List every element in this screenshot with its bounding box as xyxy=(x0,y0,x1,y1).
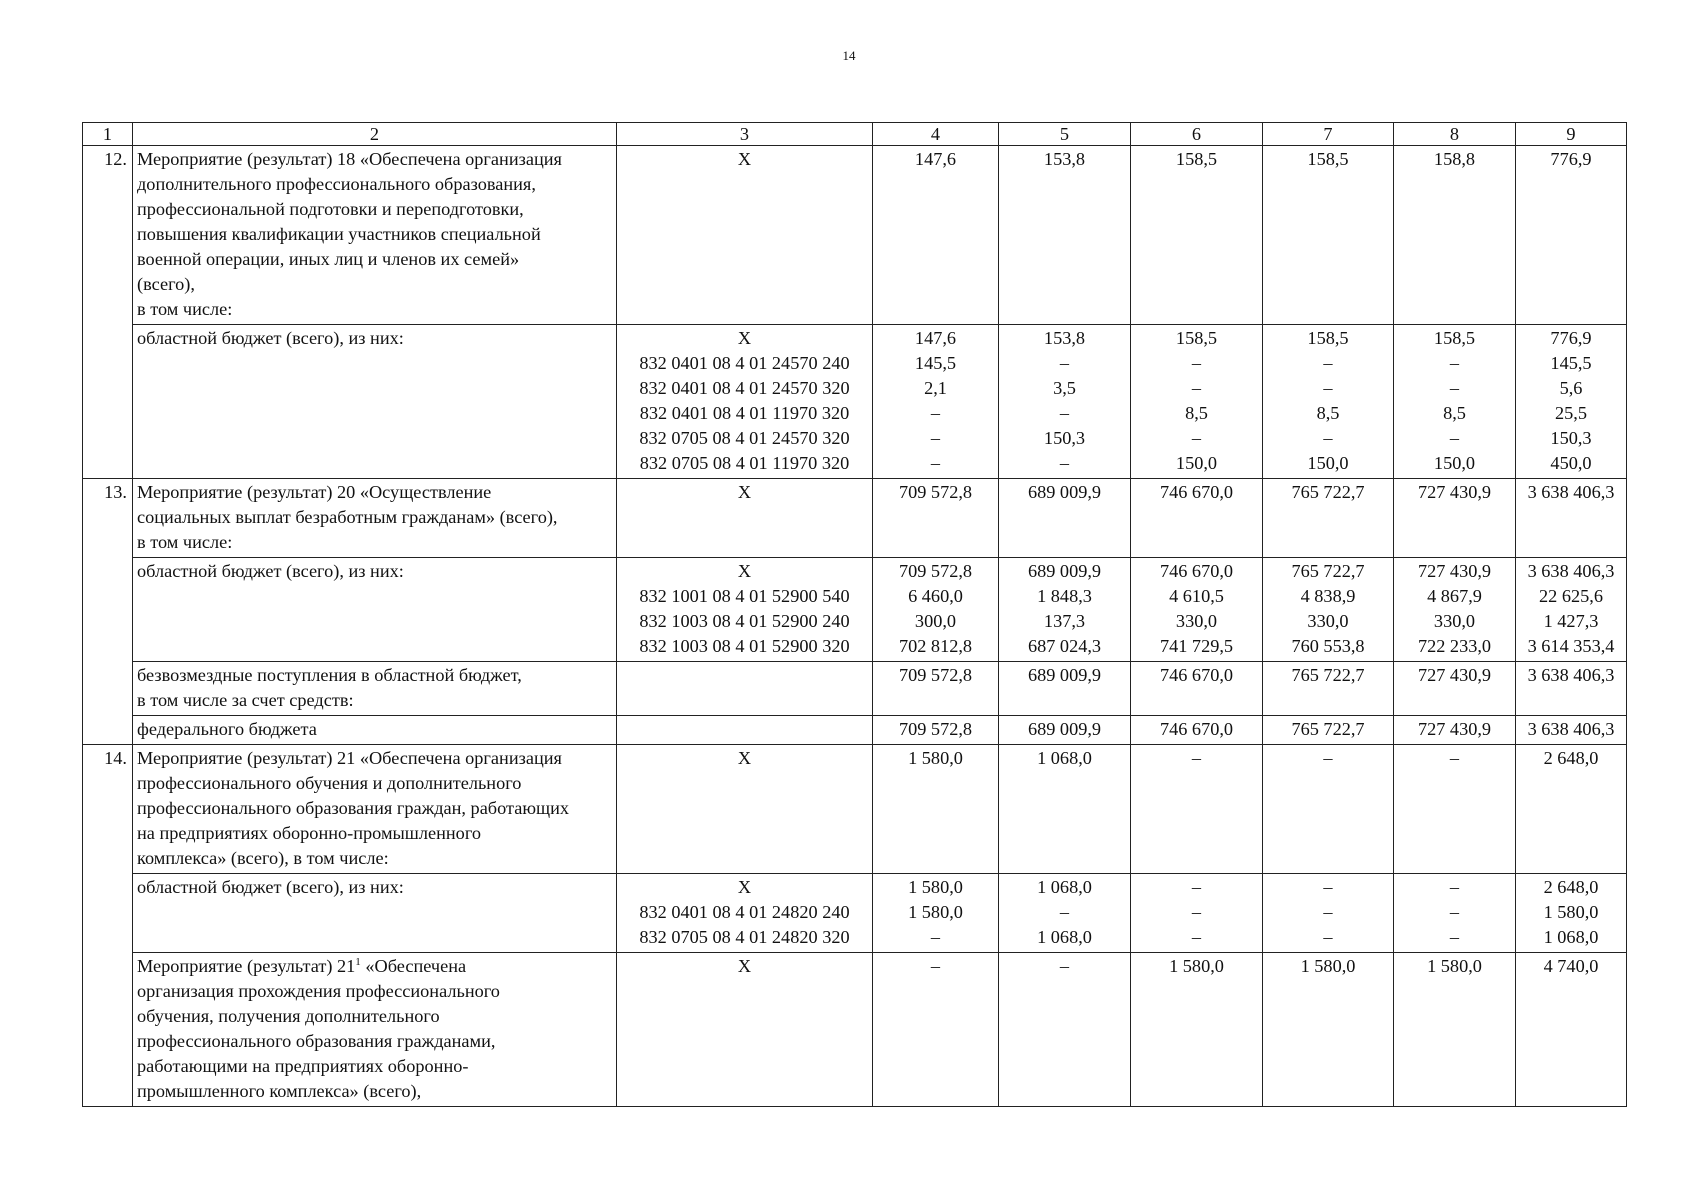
value: – xyxy=(1323,428,1333,448)
value-cell xyxy=(1394,745,1516,874)
value: 4 740,0 xyxy=(1543,956,1599,976)
value-cell xyxy=(1516,662,1627,716)
value: 776,9 xyxy=(1550,149,1592,169)
value: 1 848,3 xyxy=(1037,586,1092,606)
description-line: профессионального образования гражданами, xyxy=(137,1031,496,1051)
description-line: Мероприятие (результат) 18 «Обеспечена организация xyxy=(137,149,562,169)
value: 3 614 353,4 xyxy=(1527,636,1615,656)
table-row xyxy=(83,558,1627,662)
value: 765 722,7 xyxy=(1291,561,1365,581)
row-description xyxy=(133,325,617,479)
value: – xyxy=(1191,748,1202,768)
value: 8,5 xyxy=(1185,403,1208,423)
value: 6 460,0 xyxy=(908,586,963,606)
value: – xyxy=(930,403,941,423)
value: 1 068,0 xyxy=(1543,927,1599,947)
row-description xyxy=(133,874,617,953)
value-cell xyxy=(1263,558,1394,662)
value: 2 648,0 xyxy=(1543,877,1599,897)
value-cell xyxy=(1131,479,1263,558)
value: 1 427,3 xyxy=(1543,611,1599,631)
value: – xyxy=(930,956,941,976)
value: 709 572,8 xyxy=(898,482,973,502)
value: 746 670,0 xyxy=(1159,561,1234,581)
value: 158,5 xyxy=(1307,149,1349,169)
value: 4 838,9 xyxy=(1300,586,1356,606)
description-line: областной бюджет (всего), из них: xyxy=(137,561,404,581)
description-line: федерального бюджета xyxy=(137,719,317,739)
description-line: дополнительного профессионального образования, xyxy=(137,174,536,194)
value: 727 430,9 xyxy=(1417,665,1492,685)
value-cell xyxy=(1394,662,1516,716)
value: 1 068,0 xyxy=(1037,748,1092,768)
value: 150,3 xyxy=(1043,428,1086,448)
value: – xyxy=(1191,378,1202,398)
value: 765 722,7 xyxy=(1291,719,1365,739)
row-description xyxy=(133,146,617,325)
value: 330,0 xyxy=(1433,611,1476,631)
value: 746 670,0 xyxy=(1159,665,1234,685)
value: – xyxy=(1059,403,1070,423)
value: – xyxy=(1449,353,1460,373)
value: 145,5 xyxy=(914,353,957,373)
value-cell xyxy=(999,716,1131,745)
row-number: 14. xyxy=(83,745,133,1107)
value: 8,5 xyxy=(1443,403,1466,423)
value-cell xyxy=(1263,874,1394,953)
page-number: 14 xyxy=(842,48,856,63)
value: 3 638 406,3 xyxy=(1527,561,1615,581)
value-cell xyxy=(1394,716,1516,745)
description-line: повышения квалификации участников специальной xyxy=(137,224,541,244)
header-cell: 7 xyxy=(1263,123,1394,146)
value-cell xyxy=(1516,479,1627,558)
header-cell: 5 xyxy=(999,123,1131,146)
table-row xyxy=(83,745,1627,874)
value: – xyxy=(1449,428,1460,448)
row-number: 13. xyxy=(83,479,133,745)
value: – xyxy=(930,428,941,448)
value: 2 648,0 xyxy=(1543,748,1599,768)
table-body xyxy=(83,123,1627,1107)
value: 3 638 406,3 xyxy=(1527,482,1615,502)
row-number: 12. xyxy=(83,146,133,479)
value: 150,3 xyxy=(1550,428,1592,448)
value-cell xyxy=(999,953,1131,1107)
value: 1 580,0 xyxy=(908,902,963,922)
value: 722 233,0 xyxy=(1417,636,1492,656)
budget-code: 832 0401 08 4 01 24820 240 xyxy=(639,902,850,922)
budget-code: 832 0401 08 4 01 24570 320 xyxy=(639,378,850,398)
value-cell xyxy=(1516,558,1627,662)
description-line: организация прохождения профессионального xyxy=(137,981,500,1001)
description-fragment: Мероприятие (результат) 21 xyxy=(137,956,356,976)
description-line: в том числе: xyxy=(137,299,233,319)
value-cell xyxy=(999,558,1131,662)
value-cell xyxy=(873,874,999,953)
value-cell xyxy=(1263,479,1394,558)
description-line: работающими на предприятиях оборонно- xyxy=(137,1056,469,1076)
value: 1 580,0 xyxy=(1300,956,1356,976)
value-cell xyxy=(1516,146,1627,325)
value: 4 610,5 xyxy=(1169,586,1224,606)
value: 1 580,0 xyxy=(908,877,963,897)
budget-code: 832 0401 08 4 01 11970 320 xyxy=(639,403,850,423)
value: 330,0 xyxy=(1307,611,1349,631)
value: 3 638 406,3 xyxy=(1527,719,1615,739)
description-line: в том числе: xyxy=(137,532,233,552)
value: 727 430,9 xyxy=(1417,719,1492,739)
value-cell xyxy=(1131,953,1263,1107)
value: 1 580,0 xyxy=(1543,902,1599,922)
value: 450,0 xyxy=(1550,453,1592,473)
value: 22 625,6 xyxy=(1539,586,1603,606)
row-description xyxy=(133,716,617,745)
value-cell xyxy=(1131,325,1263,479)
table-row xyxy=(83,662,1627,716)
table-row xyxy=(83,953,1627,1107)
value: – xyxy=(1449,877,1460,897)
value-cell xyxy=(1131,662,1263,716)
value: – xyxy=(1323,748,1333,768)
description-line: профессионального обучения и дополнительного xyxy=(137,773,522,793)
value: 158,5 xyxy=(1307,328,1349,348)
budget-code: 832 0705 08 4 01 24820 320 xyxy=(639,927,850,947)
value: – xyxy=(1323,902,1333,922)
value: – xyxy=(1059,453,1070,473)
budget-code-cell xyxy=(617,745,873,874)
header-cell: 4 xyxy=(873,123,999,146)
value-cell xyxy=(1263,662,1394,716)
value: 150,0 xyxy=(1307,453,1349,473)
budget-code-cell xyxy=(617,558,873,662)
value-cell xyxy=(1394,325,1516,479)
value: 765 722,7 xyxy=(1291,665,1365,685)
description-line: в том числе за счет средств: xyxy=(137,690,354,710)
description-line: военной операции, иных лиц и членов их семей» xyxy=(137,249,520,269)
row-description xyxy=(133,662,617,716)
table-row xyxy=(83,716,1627,745)
budget-code: 832 0705 08 4 01 24570 320 xyxy=(639,428,850,448)
value: 25,5 xyxy=(1555,403,1587,423)
value-cell xyxy=(999,146,1131,325)
budget-code: 832 1003 08 4 01 52900 240 xyxy=(639,611,850,631)
value-cell xyxy=(999,325,1131,479)
value-cell xyxy=(873,479,999,558)
value: – xyxy=(1191,927,1202,947)
budget-code-cell xyxy=(617,146,873,325)
value-cell xyxy=(999,479,1131,558)
value: – xyxy=(1323,378,1333,398)
description-line: социальных выплат безработным гражданам» (всего), xyxy=(137,507,558,527)
header-cell: 3 xyxy=(617,123,873,146)
budget-code-cell xyxy=(617,325,873,479)
value: – xyxy=(930,453,941,473)
value-cell xyxy=(1131,716,1263,745)
header-row xyxy=(83,123,1627,146)
value: 1 580,0 xyxy=(908,748,963,768)
value-cell xyxy=(873,558,999,662)
budget-code: 832 1003 08 4 01 52900 320 xyxy=(639,636,850,656)
budget-code: X xyxy=(737,748,752,768)
budget-code: X xyxy=(737,956,752,976)
budget-code: X xyxy=(737,877,752,897)
description-line: Мероприятие (результат) 20 «Осуществление xyxy=(137,482,492,502)
header-cell: 8 xyxy=(1394,123,1516,146)
table-row xyxy=(83,325,1627,479)
description-line: комплекса» (всего), в том числе: xyxy=(137,848,389,868)
value: – xyxy=(1323,353,1333,373)
value: 137,3 xyxy=(1043,611,1086,631)
budget-code: 832 1001 08 4 01 52900 540 xyxy=(639,586,850,606)
value: 4 867,9 xyxy=(1427,586,1482,606)
description-line: областной бюджет (всего), из них: xyxy=(137,328,404,348)
value-cell xyxy=(1263,325,1394,479)
value-cell xyxy=(1394,874,1516,953)
value-cell xyxy=(1394,146,1516,325)
value: 150,0 xyxy=(1175,453,1218,473)
header-cell: 9 xyxy=(1516,123,1627,146)
value: 158,5 xyxy=(1433,328,1476,348)
value-cell xyxy=(1516,953,1627,1107)
value: 1 068,0 xyxy=(1037,927,1092,947)
value: 158,5 xyxy=(1175,149,1218,169)
value-cell xyxy=(873,953,999,1107)
value-cell xyxy=(1394,558,1516,662)
value: 746 670,0 xyxy=(1159,719,1234,739)
value-cell xyxy=(1131,745,1263,874)
value: 689 009,9 xyxy=(1027,482,1102,502)
description-line: безвозмездные поступления в областной бюджет, xyxy=(137,665,522,685)
value-cell xyxy=(1131,146,1263,325)
value: – xyxy=(1059,353,1070,373)
value: – xyxy=(1191,353,1202,373)
budget-code-cell xyxy=(617,716,873,745)
row-description xyxy=(133,558,617,662)
value: 158,5 xyxy=(1175,328,1218,348)
value-cell xyxy=(1516,716,1627,745)
value: – xyxy=(1191,902,1202,922)
value: 702 812,8 xyxy=(898,636,973,656)
value: – xyxy=(1449,378,1460,398)
description-line: Мероприятие (результат) 21 «Обеспечена организация xyxy=(137,748,562,768)
value: – xyxy=(930,927,941,947)
value-cell xyxy=(873,716,999,745)
header-cell: 1 xyxy=(83,123,133,146)
value: 727 430,9 xyxy=(1417,482,1492,502)
value: 145,5 xyxy=(1550,353,1592,373)
value-cell xyxy=(1131,558,1263,662)
budget-code: 832 0401 08 4 01 24570 240 xyxy=(639,353,850,373)
value: 3,5 xyxy=(1053,378,1076,398)
value-cell xyxy=(1394,479,1516,558)
row-description xyxy=(133,479,617,558)
header-cell: 6 xyxy=(1131,123,1263,146)
value: 153,8 xyxy=(1043,149,1086,169)
value-cell xyxy=(1263,745,1394,874)
value: 150,0 xyxy=(1433,453,1476,473)
value: – xyxy=(1449,902,1460,922)
value: 760 553,8 xyxy=(1291,636,1365,656)
value-cell xyxy=(873,745,999,874)
budget-code: X xyxy=(737,149,752,169)
table-row xyxy=(83,874,1627,953)
value: 776,9 xyxy=(1550,328,1592,348)
value: 709 572,8 xyxy=(898,719,973,739)
value: 300,0 xyxy=(914,611,957,631)
value-cell xyxy=(1131,874,1263,953)
value: 709 572,8 xyxy=(898,561,973,581)
table-row xyxy=(83,479,1627,558)
value-cell xyxy=(999,662,1131,716)
value: 727 430,9 xyxy=(1417,561,1492,581)
description-line: (всего), xyxy=(137,274,195,294)
value: 1 580,0 xyxy=(1427,956,1482,976)
value: 746 670,0 xyxy=(1159,482,1234,502)
value-cell xyxy=(873,325,999,479)
value: 689 009,9 xyxy=(1027,665,1102,685)
description-fragment: «Обеспечена xyxy=(360,956,467,976)
description-line: областной бюджет (всего), из них: xyxy=(137,877,404,897)
value-cell xyxy=(1516,874,1627,953)
value: – xyxy=(1449,927,1460,947)
value: 741 729,5 xyxy=(1159,636,1234,656)
budget-code-cell xyxy=(617,662,873,716)
superscript: 1 xyxy=(355,956,361,968)
header-cell: 2 xyxy=(133,123,617,146)
value: – xyxy=(1449,748,1460,768)
value: – xyxy=(1059,902,1070,922)
budget-code-cell xyxy=(617,953,873,1107)
row-description xyxy=(133,953,617,1107)
row-description xyxy=(133,745,617,874)
budget-code: X xyxy=(737,328,752,348)
budget-table xyxy=(82,122,1627,1107)
value-cell xyxy=(1516,745,1627,874)
value-cell xyxy=(873,662,999,716)
description-line: промышленного комплекса» (всего), xyxy=(137,1081,422,1101)
value: 153,8 xyxy=(1043,328,1086,348)
value: 147,6 xyxy=(914,328,957,348)
description-line: на предприятиях оборонно-промышленного xyxy=(137,823,482,843)
budget-code: 832 0705 08 4 01 11970 320 xyxy=(639,453,850,473)
value-cell xyxy=(1394,953,1516,1107)
value: 2,1 xyxy=(924,378,947,398)
value: – xyxy=(1191,877,1202,897)
value-cell xyxy=(1516,325,1627,479)
value-cell xyxy=(873,146,999,325)
value-cell xyxy=(1263,146,1394,325)
value: 689 009,9 xyxy=(1027,719,1102,739)
value-cell xyxy=(999,745,1131,874)
budget-code-cell xyxy=(617,874,873,953)
value: 689 009,9 xyxy=(1027,561,1102,581)
value: 147,6 xyxy=(914,149,957,169)
value: 765 722,7 xyxy=(1291,482,1365,502)
description-line: профессиональной подготовки и переподготовки, xyxy=(137,199,524,219)
value: 709 572,8 xyxy=(898,665,973,685)
value: 330,0 xyxy=(1175,611,1218,631)
value: 158,8 xyxy=(1433,149,1476,169)
value: 687 024,3 xyxy=(1027,636,1102,656)
value: – xyxy=(1323,877,1333,897)
description-line xyxy=(137,954,612,979)
value: – xyxy=(1323,927,1333,947)
value: 1 068,0 xyxy=(1037,877,1092,897)
budget-code-cell xyxy=(617,479,873,558)
value: – xyxy=(1191,428,1202,448)
description-line: обучения, получения дополнительного xyxy=(137,1006,440,1026)
table-row xyxy=(83,146,1627,325)
description-line: профессионального образования граждан, работающих xyxy=(137,798,569,818)
value: 3 638 406,3 xyxy=(1527,665,1615,685)
budget-code: X xyxy=(737,482,752,502)
value-cell xyxy=(1263,953,1394,1107)
value-cell xyxy=(1263,716,1394,745)
value: – xyxy=(1059,956,1070,976)
value-cell xyxy=(999,874,1131,953)
value: 1 580,0 xyxy=(1169,956,1224,976)
value: 8,5 xyxy=(1316,403,1340,423)
budget-code: X xyxy=(737,561,752,581)
value: 5,6 xyxy=(1559,378,1583,398)
